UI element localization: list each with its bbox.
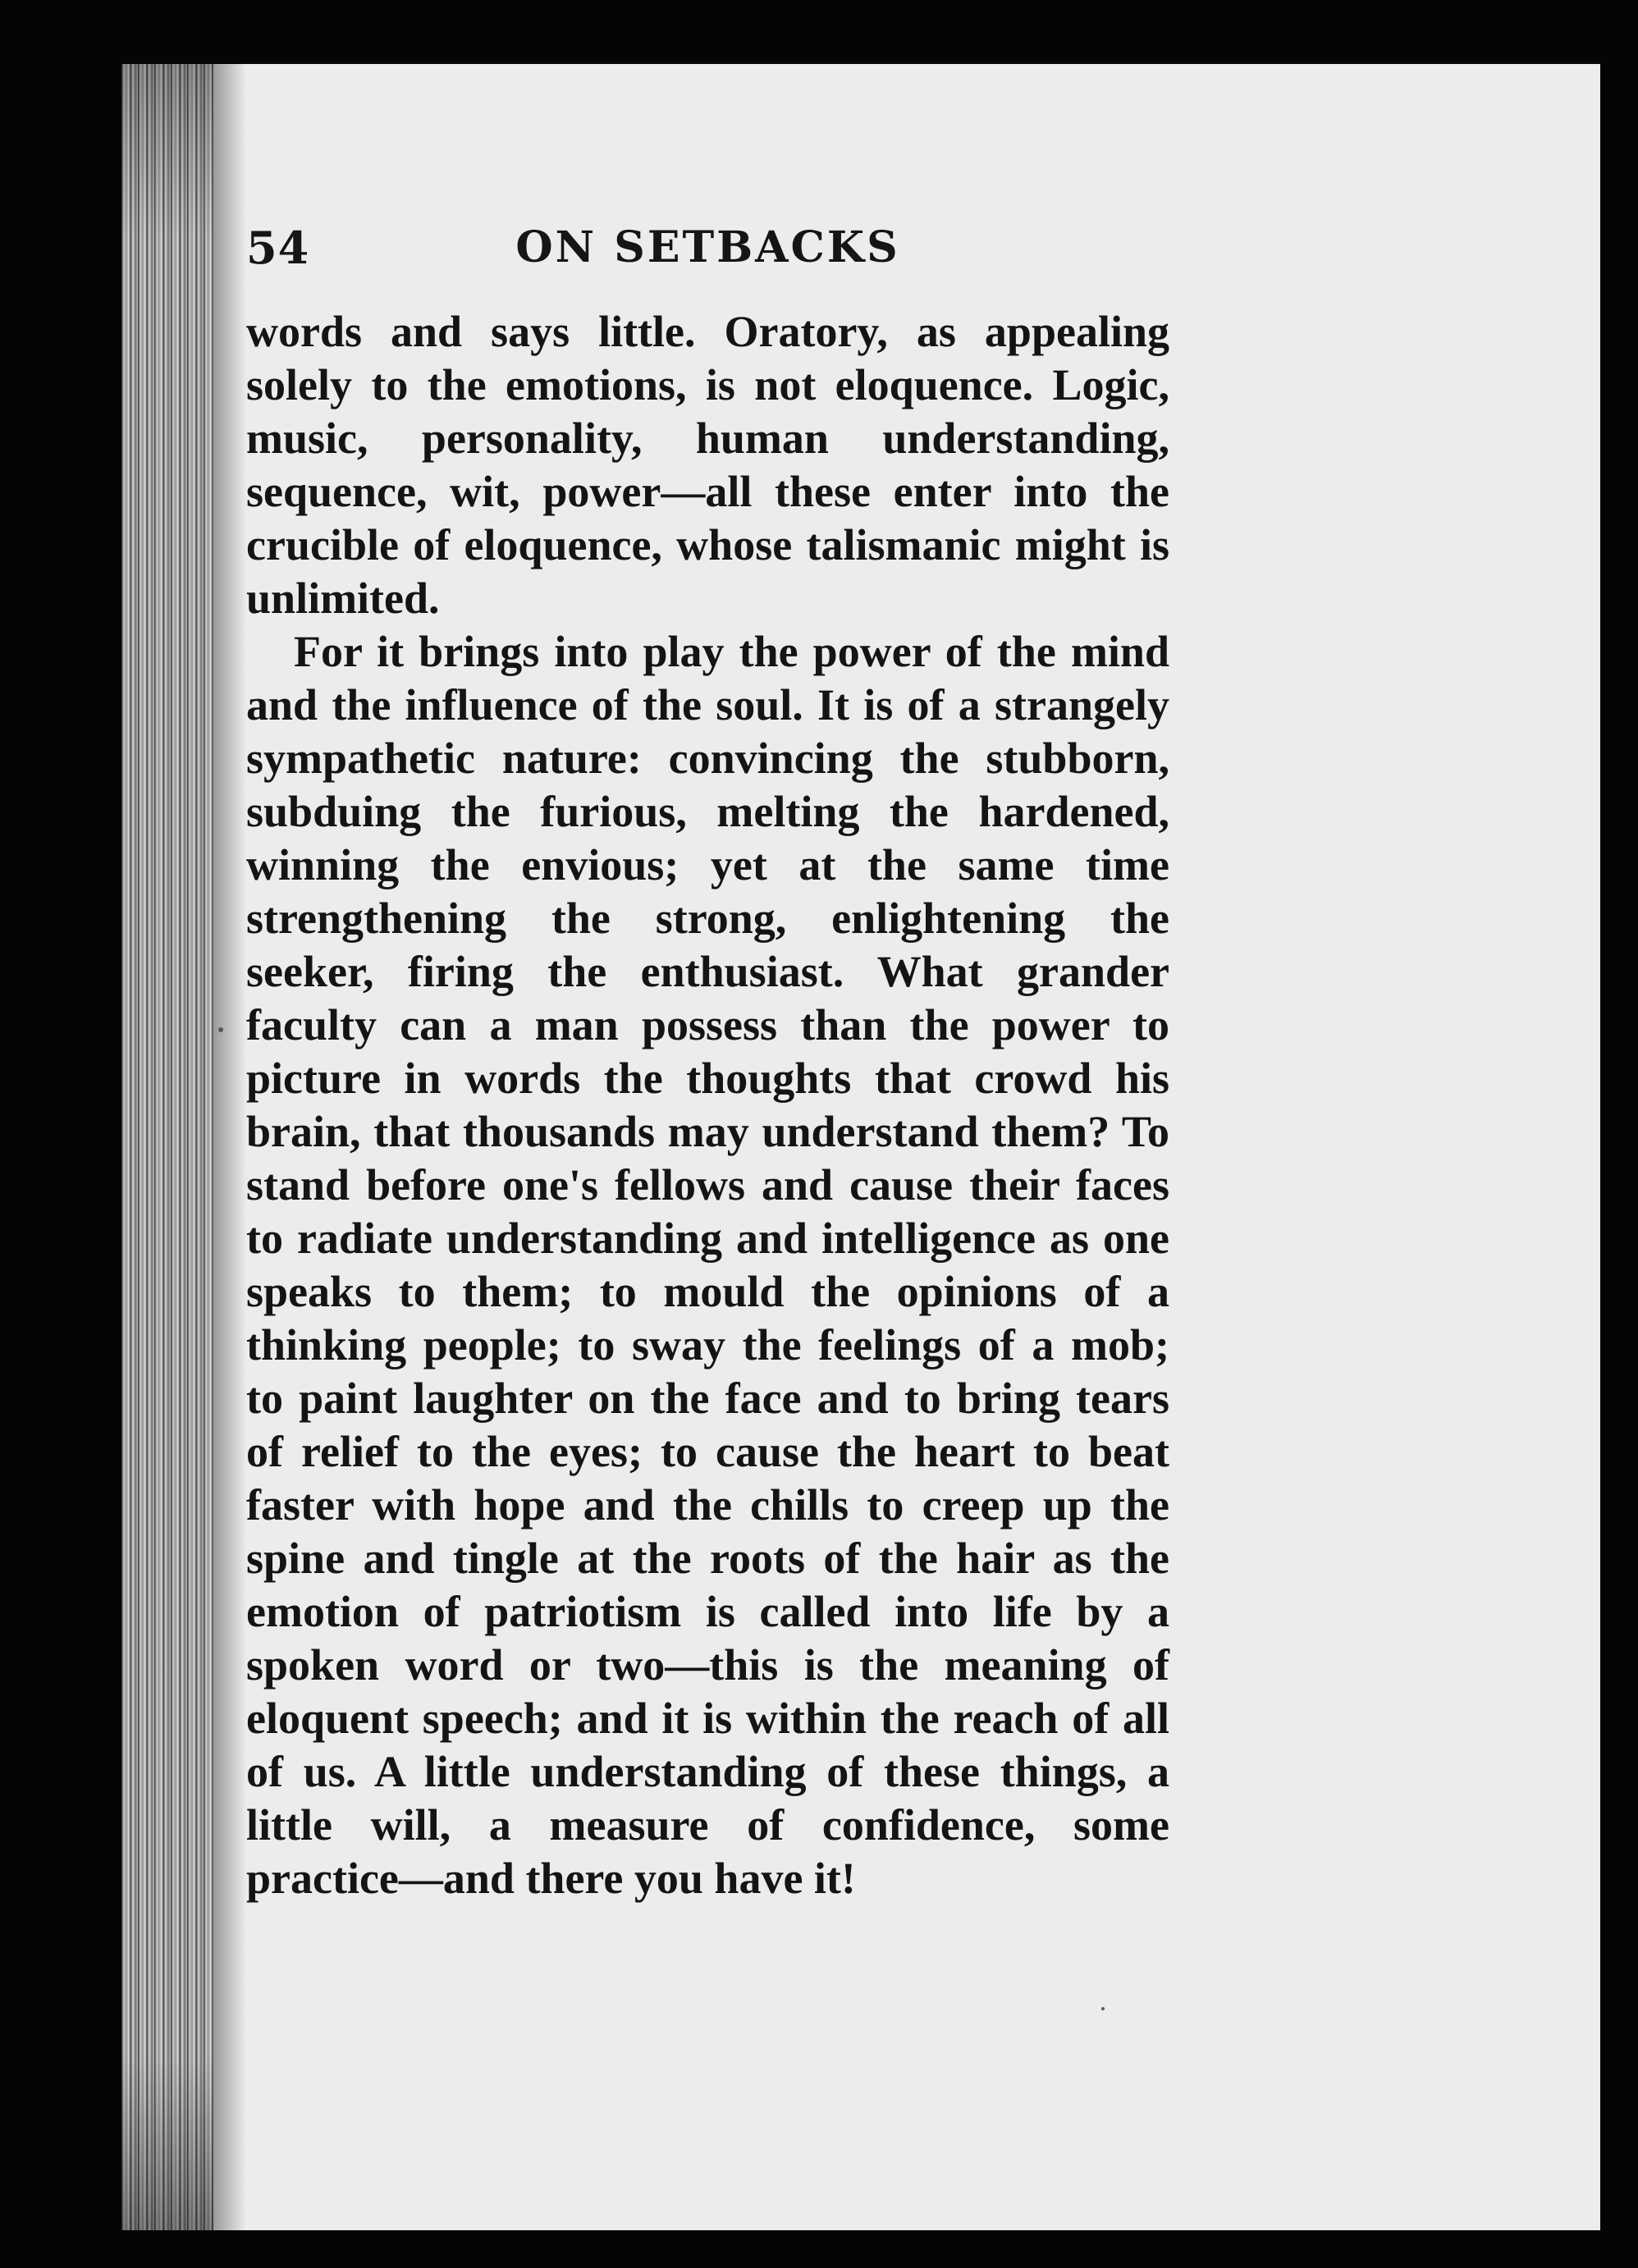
scan-speck: [218, 1027, 223, 1032]
body-text: [246, 305, 1169, 1905]
page-number: 54: [246, 222, 310, 274]
page-header: [246, 215, 1169, 281]
paragraph: For it brings into play the power of the mind and the influence of the soul. It is of a strangely sympathetic nature: convincing the stubborn, subduing the furious, melting the hardened, winning the envious; yet at the same time strengthening the strong, enlightening the seeker, firing the enthusiast. What grander faculty can a man possess than the power to picture in words the thoughts that crowd his brain, that thousands may understand them? To stand before one's fellows and cause their faces to radiate understanding and intelligence as one speaks to them; to mould the opinions of a thinking people; to sway the feelings of a mob; to paint laughter on the face and to bring tears of relief to the eyes; to cause the heart to beat faster with hope and the chills to creep up the spine and tingle at the roots of the hair as the emotion of patriotism is called into life by a spoken word or two—this is the meaning of eloquent speech; and it is within the reach of all of us. A little understanding of these things, a little will, a measure of confidence, some practice—and there you have it!: [246, 627, 1169, 1903]
scan-speck: [1101, 2007, 1105, 2010]
running-head: ON SETBACKS: [515, 222, 900, 272]
paragraph: words and says little. Oratory, as appealing solely to the emotions, is not eloquence. Logic, music, personality, human understanding, sequence, wit, power—all these enter into the crucible of eloquence, whose talismanic might is unlimited.: [246, 307, 1169, 623]
